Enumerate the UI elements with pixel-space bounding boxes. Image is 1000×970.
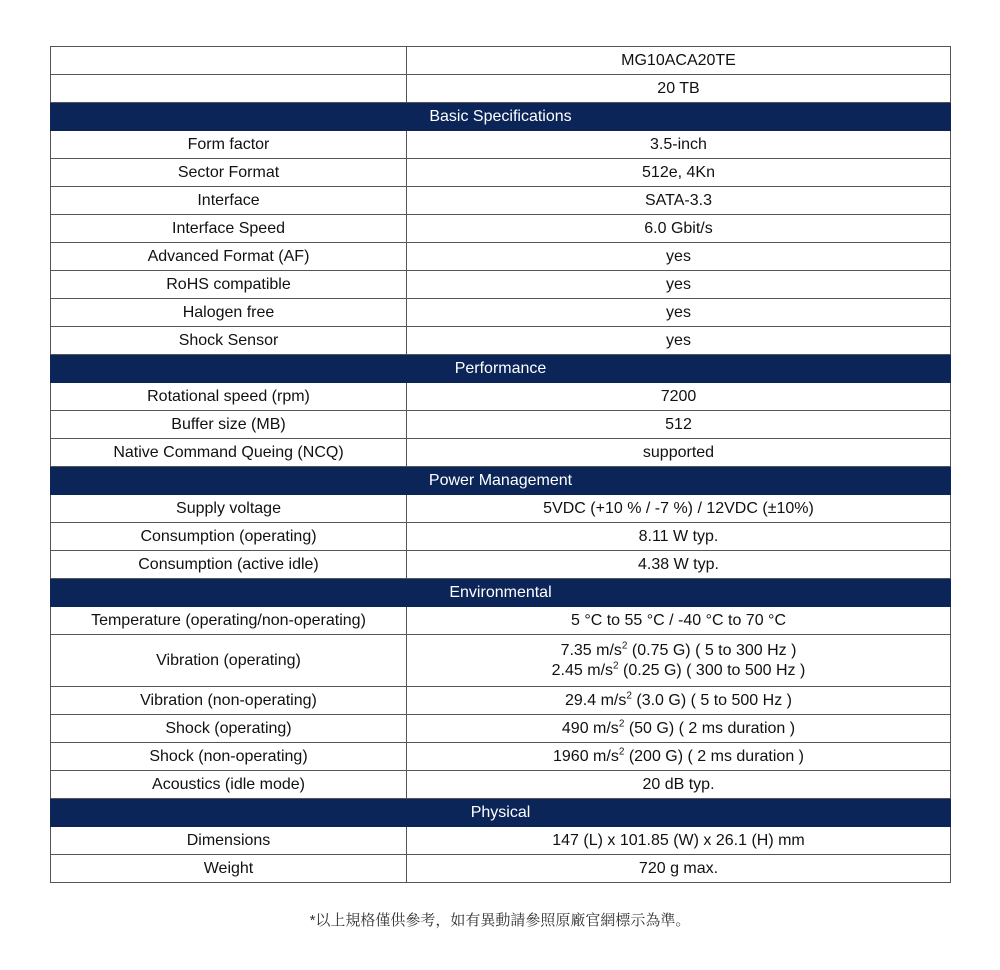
row-label: Sector Format <box>51 159 407 187</box>
row-value: yes <box>407 327 951 355</box>
table-row <box>51 439 951 467</box>
row-label: Interface <box>51 187 407 215</box>
table-row <box>51 327 951 355</box>
row-label: Acoustics (idle mode) <box>51 771 407 799</box>
row-label: Interface Speed <box>51 215 407 243</box>
row-value: yes <box>407 243 951 271</box>
table-row <box>51 855 951 883</box>
row-label: Temperature (operating/non-operating) <box>51 607 407 635</box>
row-value: 490 $m/s^2$ (50 G) ( 2 ms duration ) <box>407 715 951 743</box>
table-row <box>51 383 951 411</box>
section-header-basic <box>51 103 951 131</box>
row-label: Vibration (operating) <box>51 635 407 687</box>
value-line: 2.45 $m/s^2$ (0.25 G) ( 300 to 500 Hz ) <box>551 660 806 679</box>
row-label: Shock (operating) <box>51 715 407 743</box>
row-label: Native Command Queing (NCQ) <box>51 439 407 467</box>
section-title: Physical <box>51 799 951 827</box>
table-row <box>51 271 951 299</box>
model-name: MG10ACA20TE <box>407 47 951 75</box>
table-row <box>51 187 951 215</box>
table-row <box>51 159 951 187</box>
table-row <box>51 523 951 551</box>
table-row <box>51 131 951 159</box>
row-label: Advanced Format (AF) <box>51 243 407 271</box>
table-row <box>51 411 951 439</box>
row-label: Shock Sensor <box>51 327 407 355</box>
row-value: yes <box>407 299 951 327</box>
row-label: Supply voltage <box>51 495 407 523</box>
row-value: 20 dB typ. <box>407 771 951 799</box>
row-value: 512 <box>407 411 951 439</box>
spec-table <box>50 46 951 883</box>
row-value <box>407 635 951 687</box>
empty-cell <box>51 47 407 75</box>
section-title: Environmental <box>51 579 951 607</box>
section-header-performance <box>51 355 951 383</box>
row-label: Consumption (active idle) <box>51 551 407 579</box>
row-label: Form factor <box>51 131 407 159</box>
row-label: Vibration (non-operating) <box>51 687 407 715</box>
table-row <box>51 215 951 243</box>
row-value: supported <box>407 439 951 467</box>
row-label: Weight <box>51 855 407 883</box>
row-value: 5VDC (+10 % / -7 %) / 12VDC (±10%) <box>407 495 951 523</box>
row-label: Dimensions <box>51 827 407 855</box>
section-header-physical <box>51 799 951 827</box>
row-label: Halogen free <box>51 299 407 327</box>
section-title: Power Management <box>51 467 951 495</box>
row-value: 720 g max. <box>407 855 951 883</box>
table-row <box>51 827 951 855</box>
table-row <box>51 743 951 771</box>
row-value: 29.4 $m/s^2$ (3.0 G) ( 5 to 500 Hz ) <box>407 687 951 715</box>
row-value: 4.38 W typ. <box>407 551 951 579</box>
table-row <box>51 771 951 799</box>
row-value: 1960 $m/s^2$ (200 G) ( 2 ms duration ) <box>407 743 951 771</box>
empty-cell <box>51 75 407 103</box>
table-row <box>51 243 951 271</box>
row-value: 512e, 4Kn <box>407 159 951 187</box>
row-value: 5 °C to 55 °C / -40 °C to 70 °C <box>407 607 951 635</box>
row-label: Rotational speed (rpm) <box>51 383 407 411</box>
capacity-row <box>51 75 951 103</box>
row-value: 3.5-inch <box>407 131 951 159</box>
value-line: 7.35 $m/s^2$ (0.75 G) ( 5 to 300 Hz ) <box>560 640 797 659</box>
row-value: 7200 <box>407 383 951 411</box>
row-value: yes <box>407 271 951 299</box>
table-row <box>51 299 951 327</box>
row-value: 8.11 W typ. <box>407 523 951 551</box>
section-header-environmental <box>51 579 951 607</box>
table-row <box>51 687 951 715</box>
section-title: Performance <box>51 355 951 383</box>
row-value: SATA-3.3 <box>407 187 951 215</box>
table-row <box>51 495 951 523</box>
row-label: Consumption (operating) <box>51 523 407 551</box>
section-header-power <box>51 467 951 495</box>
table-row <box>51 635 951 687</box>
table-row <box>51 715 951 743</box>
section-title: Basic Specifications <box>51 103 951 131</box>
table-row <box>51 607 951 635</box>
row-value: 147 (L) x 101.85 (W) x 26.1 (H) mm <box>407 827 951 855</box>
row-label: Shock (non-operating) <box>51 743 407 771</box>
capacity-value: 20 TB <box>407 75 951 103</box>
row-value: 6.0 Gbit/s <box>407 215 951 243</box>
table-row <box>51 551 951 579</box>
disclaimer-footnote: *以上規格僅供參考，如有異動請參照原廠官網標示為準。 <box>309 912 691 929</box>
row-label: Buffer size (MB) <box>51 411 407 439</box>
row-label: RoHS compatible <box>51 271 407 299</box>
model-row <box>51 47 951 75</box>
